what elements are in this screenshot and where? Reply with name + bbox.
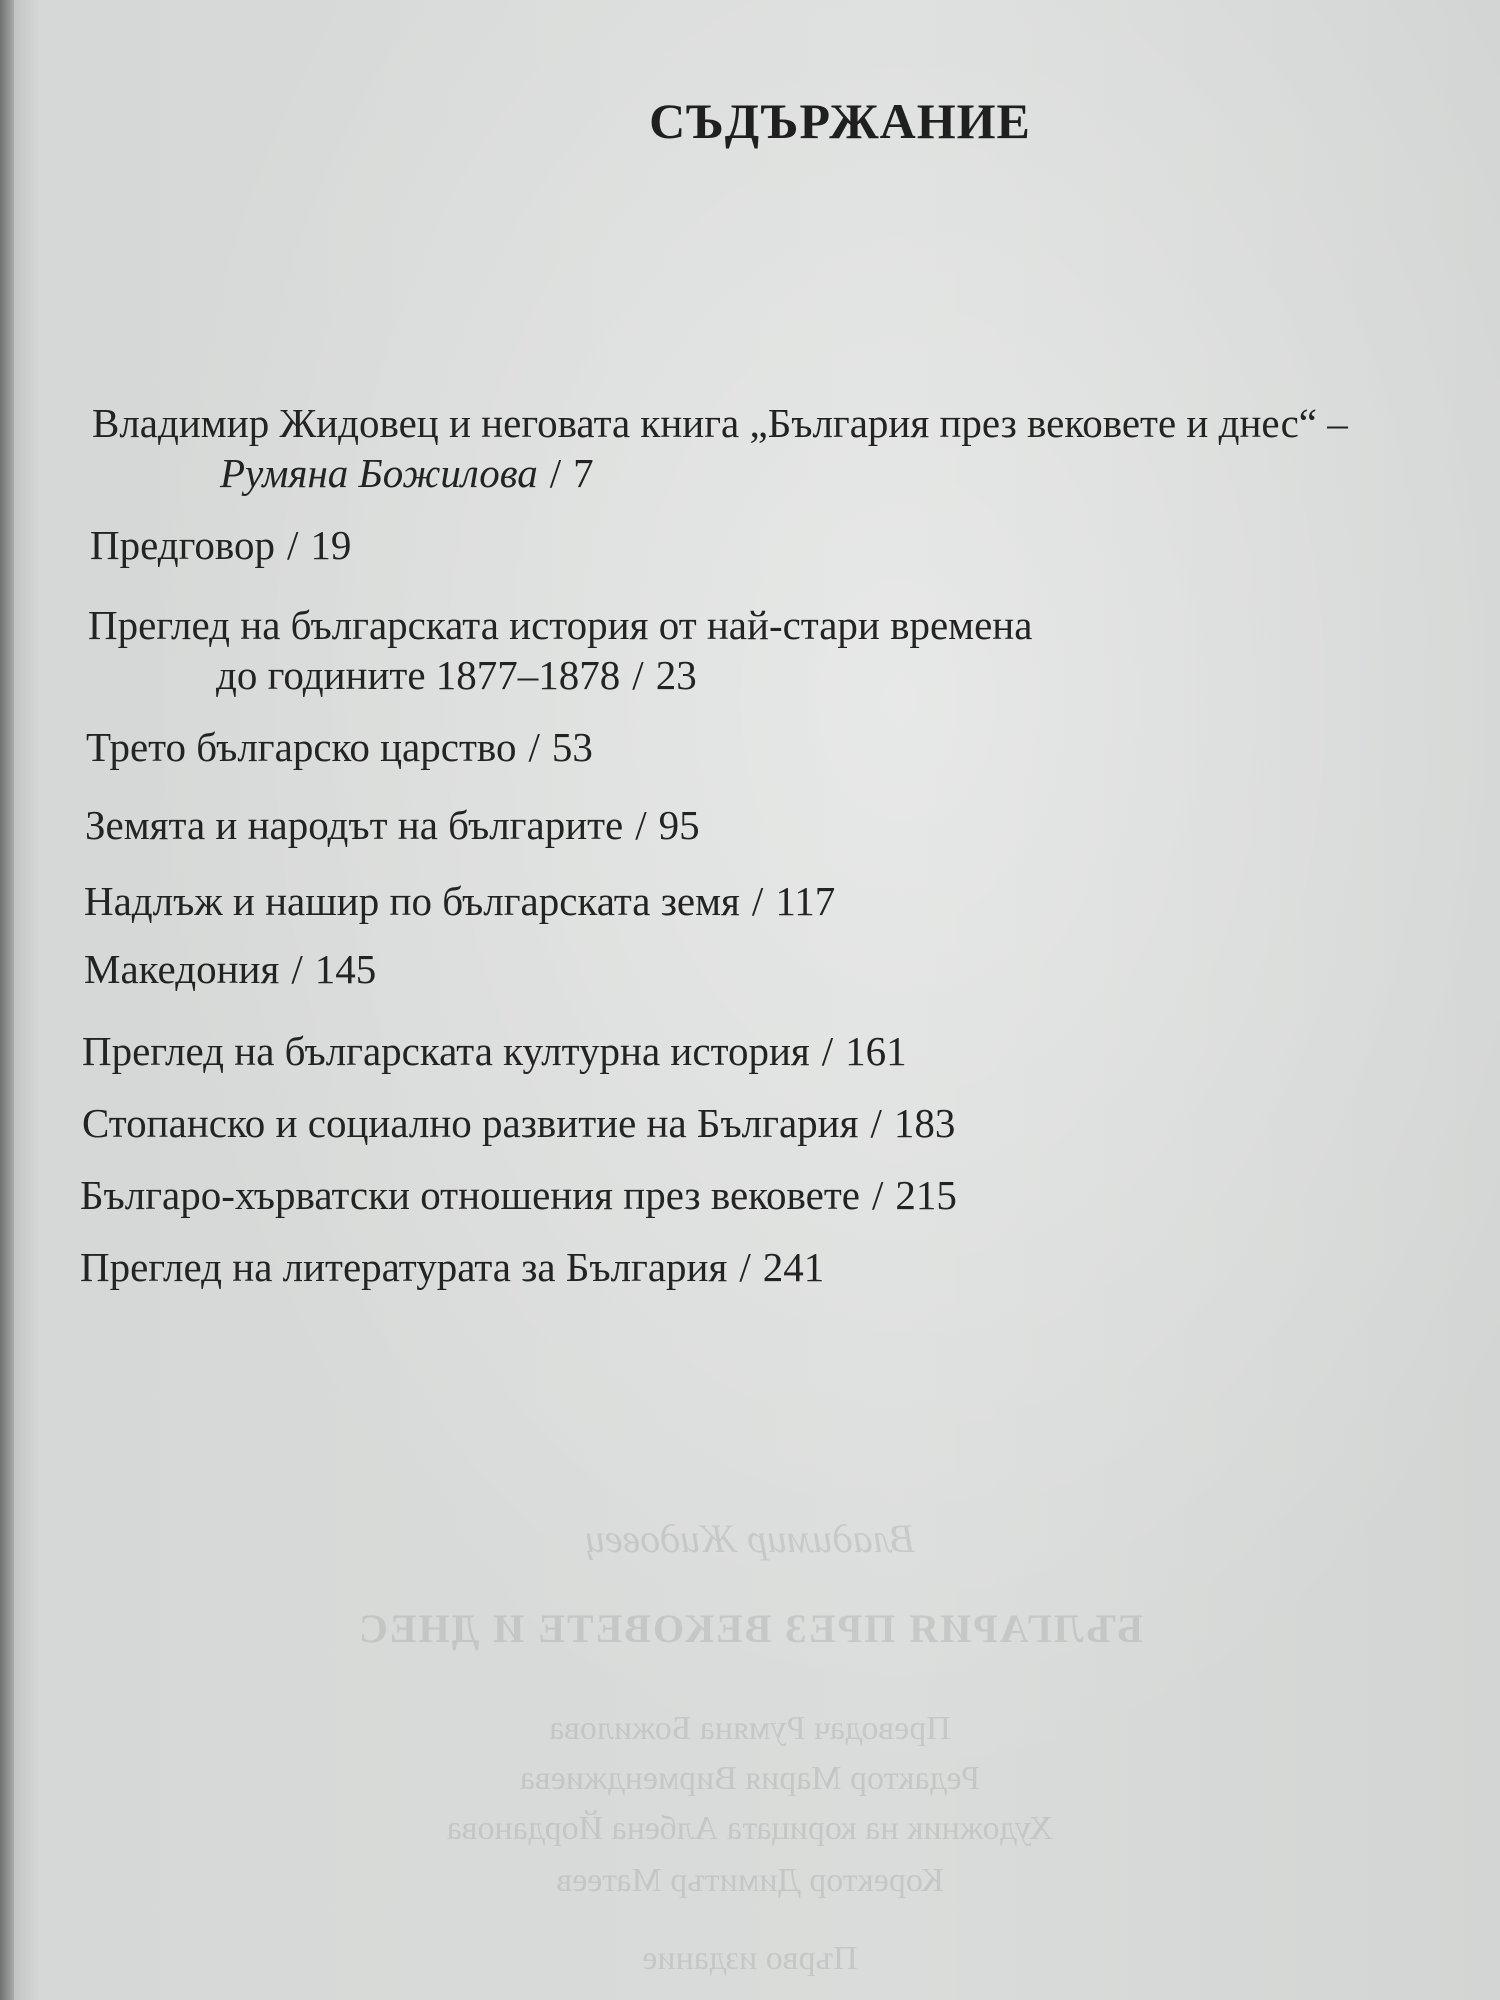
- toc-separator: /: [549, 450, 562, 496]
- toc-item-third-kingdom: [86, 722, 593, 772]
- toc-item-history-overview: [88, 600, 1032, 700]
- toc-item-text: Стопанско и социално развитие на България: [82, 1100, 859, 1146]
- toc-separator: /: [635, 802, 647, 848]
- toc-page-number: 241: [762, 1244, 825, 1290]
- toc-item-text: Владимир Жидовец и неговата книга „България през вековете и днес“ –: [92, 400, 1348, 446]
- toc-separator: /: [291, 946, 303, 992]
- toc-item-text: Преглед на българската културна история: [82, 1028, 810, 1074]
- toc-item-text: Трето българско царство: [86, 724, 517, 770]
- show-through-credit: Редактор Мария Вирменджиева: [519, 1760, 981, 1797]
- show-through-book-title: БЪЛГАРИЯ ПРЕЗ ВЕКОВЕТЕ И ДНЕС: [356, 1606, 1144, 1651]
- toc-item-second-line: [88, 650, 1032, 700]
- toc-item-cultural-history: [82, 1026, 907, 1076]
- toc-page-number: 23: [655, 652, 697, 698]
- toc-page-number: 19: [310, 522, 352, 568]
- toc-page-number: 183: [893, 1100, 956, 1146]
- toc-item-macedonia: [84, 944, 376, 994]
- show-through-edition: Първо издание: [642, 1940, 858, 1977]
- toc-separator: /: [287, 522, 299, 568]
- toc-item-text: Надлъж и нашир по българската земя: [84, 878, 740, 924]
- toc-separator: /: [821, 1028, 834, 1074]
- toc-item-text: Българо-хърватски отношения през вековете: [80, 1172, 860, 1218]
- toc-item-text-continued: до годините 1877–1878: [216, 652, 621, 698]
- toc-item-literature-review: [80, 1242, 824, 1292]
- toc-item-across-the-land: [84, 876, 835, 926]
- toc-item-bulgarian-croatian-relations: [80, 1170, 957, 1220]
- toc-page-number: 95: [658, 802, 700, 848]
- toc-separator: /: [870, 1100, 882, 1146]
- toc-item-land-and-people: [85, 800, 700, 850]
- toc-item-text: Македония: [84, 946, 280, 992]
- toc-page-number: 7: [573, 450, 594, 496]
- toc-item-text: Земята и народът на българите: [85, 802, 624, 848]
- show-through-credit: Художник на корицата Албена Йорданова: [446, 1810, 1054, 1847]
- show-through-credit: Коректор Димитър Матеев: [556, 1862, 944, 1899]
- toc-item-author: Румяна Божилова: [220, 450, 538, 496]
- toc-separator: /: [528, 724, 540, 770]
- page-title: СЪДЪРЖАНИЕ: [649, 93, 1031, 149]
- toc-separator: /: [751, 878, 764, 924]
- toc-item-text: Предговор: [90, 522, 276, 568]
- show-through-author: Владимир Жидовец: [584, 1516, 916, 1561]
- toc-page-number: 215: [895, 1172, 957, 1218]
- toc-separator: /: [739, 1244, 751, 1290]
- toc-separator: /: [871, 1172, 884, 1218]
- toc-separator: /: [632, 652, 644, 698]
- show-through-credit: Преводач Румяна Божилова: [549, 1710, 951, 1747]
- toc-item-economic-development: [82, 1098, 955, 1148]
- toc-item-preface: [90, 520, 351, 570]
- toc-item-text: Преглед на литературата за България: [80, 1244, 728, 1290]
- toc-page-number: 145: [314, 946, 377, 992]
- toc-page-number: 161: [845, 1028, 907, 1074]
- toc-item-second-line: [92, 448, 1348, 498]
- toc-item-text: Преглед на българската история от най-стари времена: [88, 602, 1033, 648]
- toc-page-number: 117: [775, 878, 836, 924]
- binding-edge: [0, 0, 14, 2000]
- toc-item-foreword-article: [92, 398, 1348, 498]
- toc-page-number: 53: [551, 724, 593, 770]
